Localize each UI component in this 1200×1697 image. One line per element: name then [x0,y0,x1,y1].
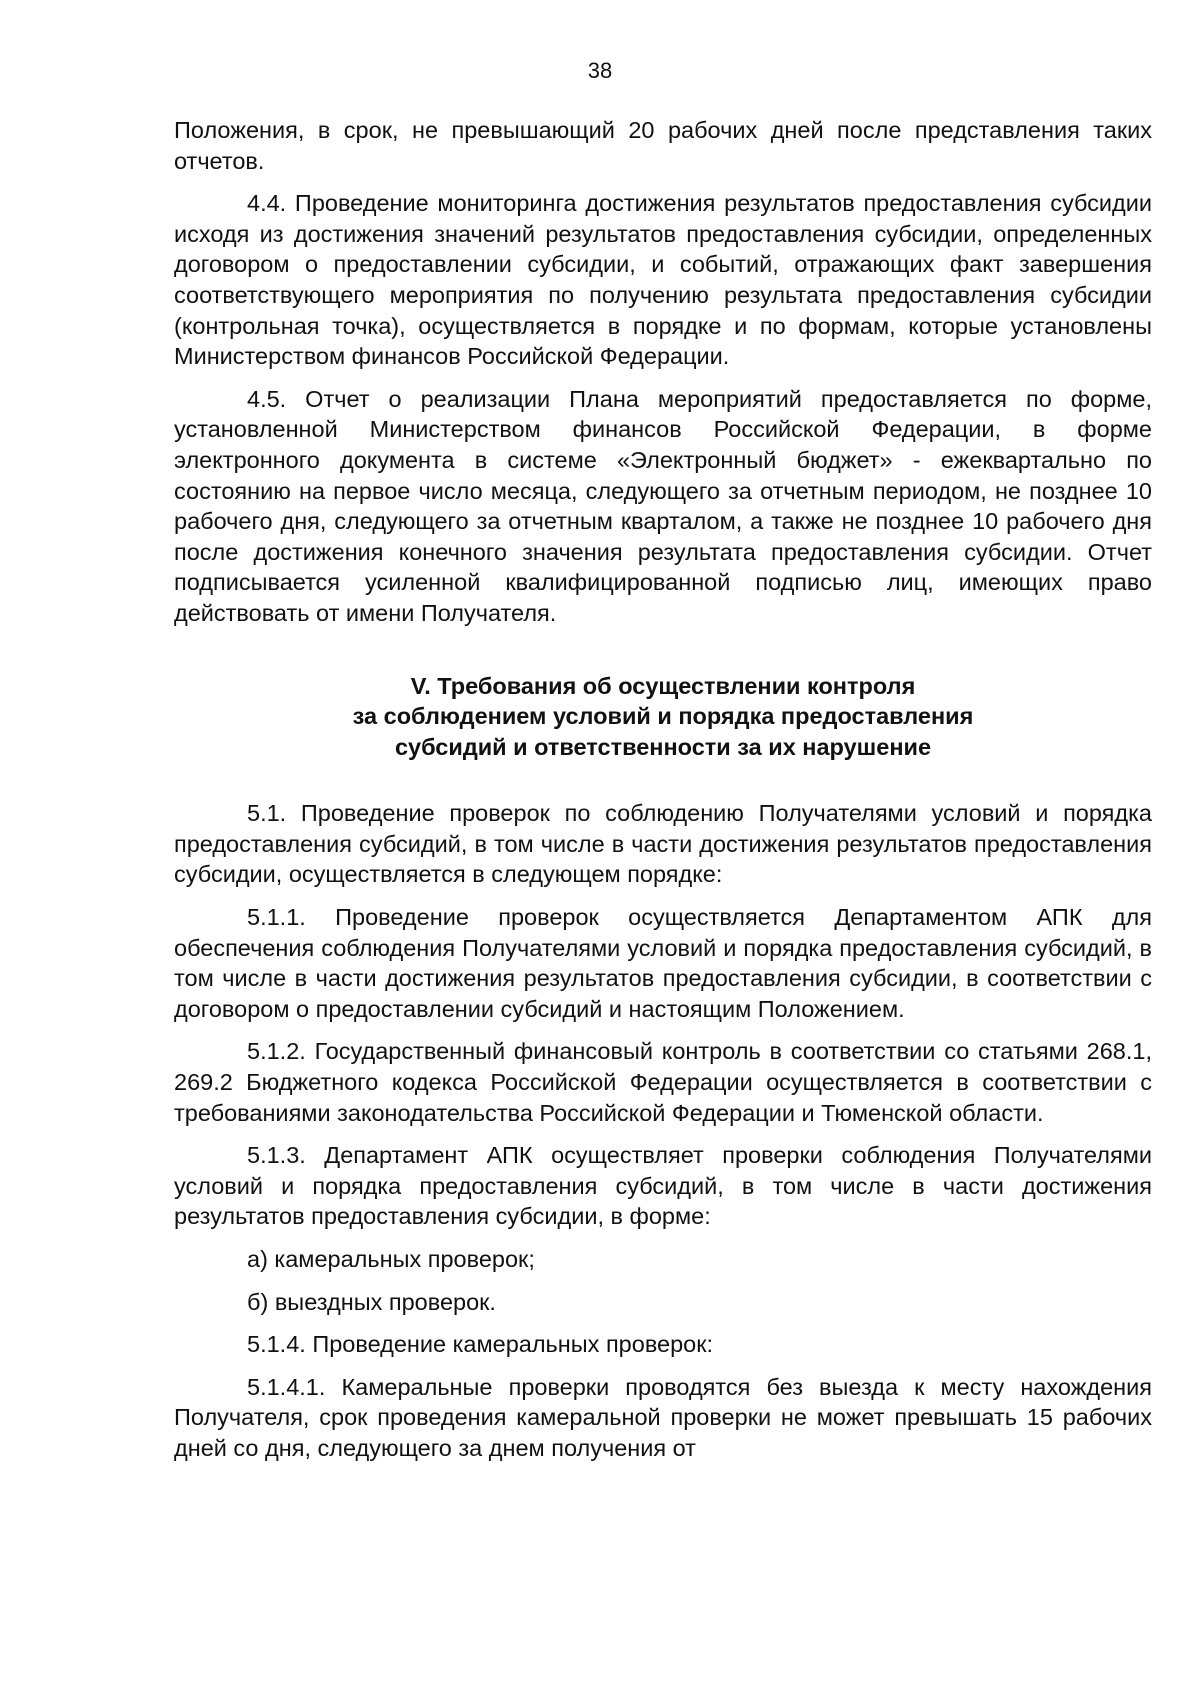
paragraph-5-1-4: 5.1.4. Проведение камеральных проверок: [247,1331,714,1358]
section-heading-line-3: субсидий и ответственности за их нарушение [394,733,932,760]
document-body [174,115,1152,1476]
paragraph-4-5: 4.5. Отчет о реализации Плана мероприятий предоставляется по форме, установленной Министерством финансов Российской Федерации, в форме электронного документа в системе «Электронный бюджет» - ежеквартально по состоянию на первое число месяца, следующего за отчетным периодом, не позднее 10 рабочего дня, следующего за отчетным кварталом, а также не позднее 10 рабочего дня после достижения конечного значения результата предоставления субсидии. Отчет подписывается усиленной квалифицированной подписью лиц, имеющих право действовать от имени Получателя. [174,385,1152,626]
section-heading-line-1: V. Требования об осуществлении контроля [410,672,916,699]
paragraph-4-4: 4.4. Проведение мониторинга достижения результатов предоставления субсидии исходя из достижения значений результатов предоставления субсидии, определенных договором о предоставлении субсидии, и событий, отражающих факт завершения соответствующего мероприятия по получению результата предоставления субсидии (контрольная точка), осуществляется в порядке и по формам, которые установлены Министерством финансов Российской Федерации. [174,190,1152,370]
section-heading-line-2: за соблюдением условий и порядка предоставления [352,703,974,730]
section-heading [174,671,1152,763]
paragraph-5-1-1: 5.1.1. Проведение проверок осуществляется Департаментом АПК для обеспечения соблюдения Получателями условий и порядка предоставления субсидий, в том числе в части достижения результатов предоставления субсидии, в соответствии с договором о предоставлении субсидий и настоящим Положением. [174,904,1152,1022]
paragraph-5-1-3: 5.1.3. Департамент АПК осуществляет проверки соблюдения Получателями условий и порядка предоставления субсидий, в том числе в части достижения результатов предоставления субсидии, в форме: [174,1142,1152,1230]
page-number: 38 [587,58,613,83]
paragraph-5-1: 5.1. Проведение проверок по соблюдению Получателями условий и порядка предоставления субсидий, в том числе в части достижения результатов предоставления субсидии, осуществляется в следующем порядке: [174,800,1152,888]
list-item-a: а) камеральных проверок; [247,1246,535,1272]
paragraph-continuation: Положения, в срок, не превышающий 20 рабочих дней после представления таких отчетов. [174,117,1152,174]
list-item-b: б) выездных проверок. [247,1288,496,1315]
paragraph-5-1-4-1: 5.1.4.1. Камеральные проверки проводятся без выезда к месту нахождения Получателя, срок проведения камеральной проверки не может превышать 15 рабочих дней со дня, следующего за днем получения от [174,1373,1152,1461]
paragraph-5-1-2: 5.1.2. Государственный финансовый контроль в соответствии со статьями 268.1, 269.2 Бюджетного кодекса Российской Федерации осуществляется в соответствии с требованиями законодательства Российской Федерации и Тюменской области. [174,1038,1152,1126]
